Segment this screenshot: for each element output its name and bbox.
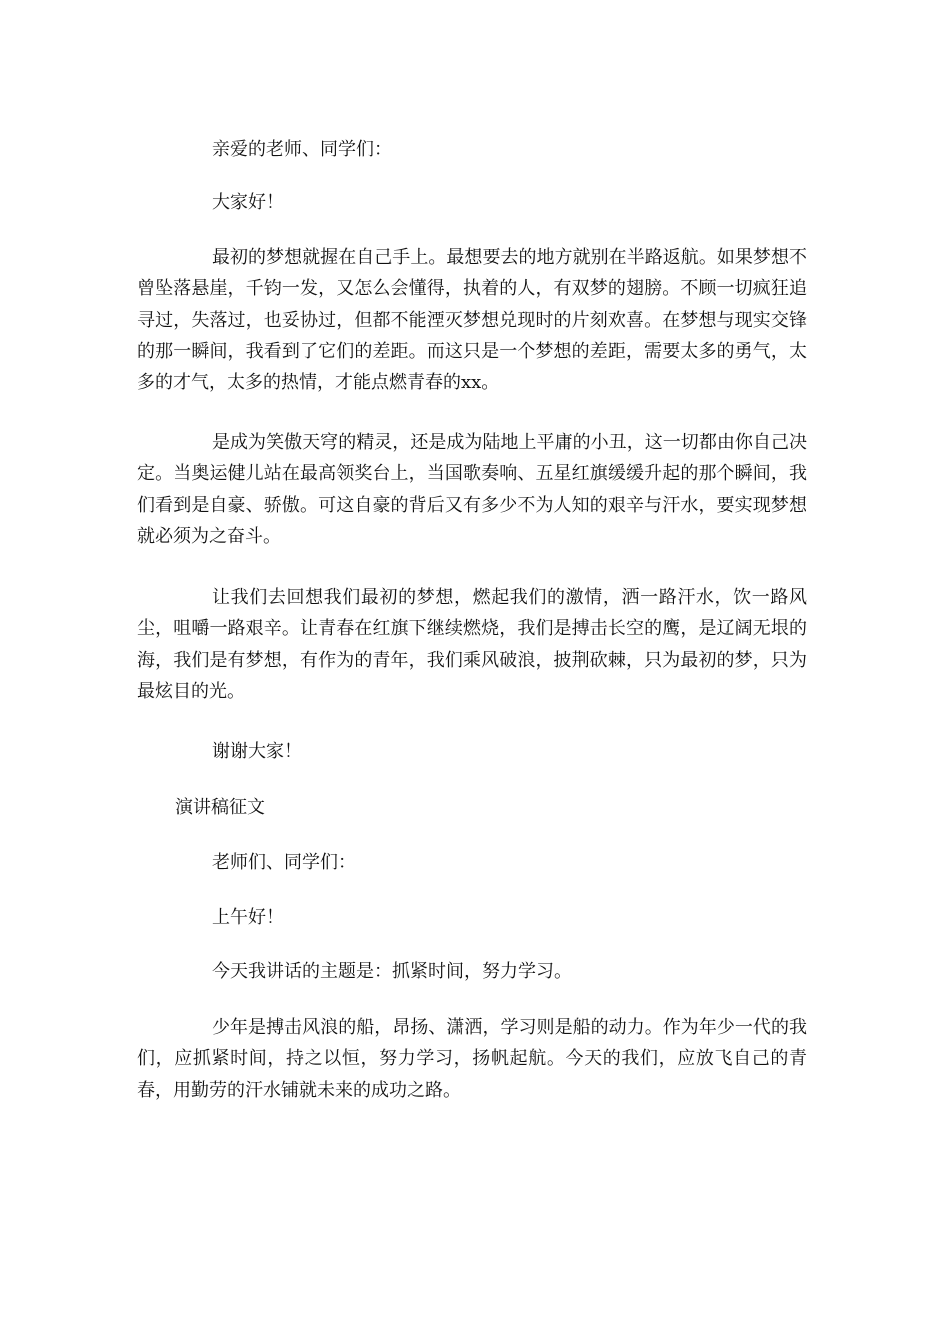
- paragraph-recall: 让我们去回想我们最初的梦想，燃起我们的激情，洒一路汗水，饮一路风尘，咀嚼一路艰辛。让青春在红旗下继续燃烧，我们是搏击长空的鹰，是辽阔无垠的海，我们是有梦想，有作为的青年，我们乘风破浪，披荆砍棘，只为最初的梦，只为最炫目的光。: [137, 587, 807, 702]
- greeting-text: 亲爱的老师、同学们：: [212, 139, 392, 160]
- paragraph-dream: 最初的梦想就握在自己手上。最想要去的地方就别在半路返航。如果梦想不曾坠落悬崖，千钧一发，又怎么会懂得，执着的人，有双梦的翅膀。不顾一切疯狂追寻过，失落过，也妥协过，但都不能湮灭梦想兑现时的片刻欢喜。在梦想与现实交锋的那一瞬间，我看到了它们的差距。而这只是一个梦想的差距，需要太多的勇气，太多的才气，太多的热情，才能点燃青春的xx。: [137, 247, 807, 394]
- paragraph-youth: 少年是搏击风浪的船，昂扬、潇洒，学习则是船的动力。作为年少一代的我们，应抓紧时间，持之以恒，努力学习，扬帆起航。今天的我们，应放飞自己的青春，用勤劳的汗水铺就未来的成功之路。: [137, 1017, 807, 1101]
- thanks-text: 谢谢大家！: [212, 741, 302, 762]
- topic-text: 今天我讲话的主题是：抓紧时间，努力学习。: [212, 961, 572, 982]
- hello-text: 大家好！: [212, 192, 284, 213]
- greeting-text-2: 老师们、同学们：: [212, 852, 356, 873]
- hello-text-2: 上午好！: [212, 907, 284, 928]
- section-title: 演讲稿征文: [175, 797, 265, 818]
- paragraph-choice: 是成为笑傲天穹的精灵，还是成为陆地上平庸的小丑，这一切都由你自己决定。当奥运健儿站在最高领奖台上，当国歌奏响、五星红旗缓缓升起的那个瞬间，我们看到是自豪、骄傲。可这自豪的背后又有多少不为人知的艰辛与汗水，要实现梦想就必须为之奋斗。: [137, 432, 807, 547]
